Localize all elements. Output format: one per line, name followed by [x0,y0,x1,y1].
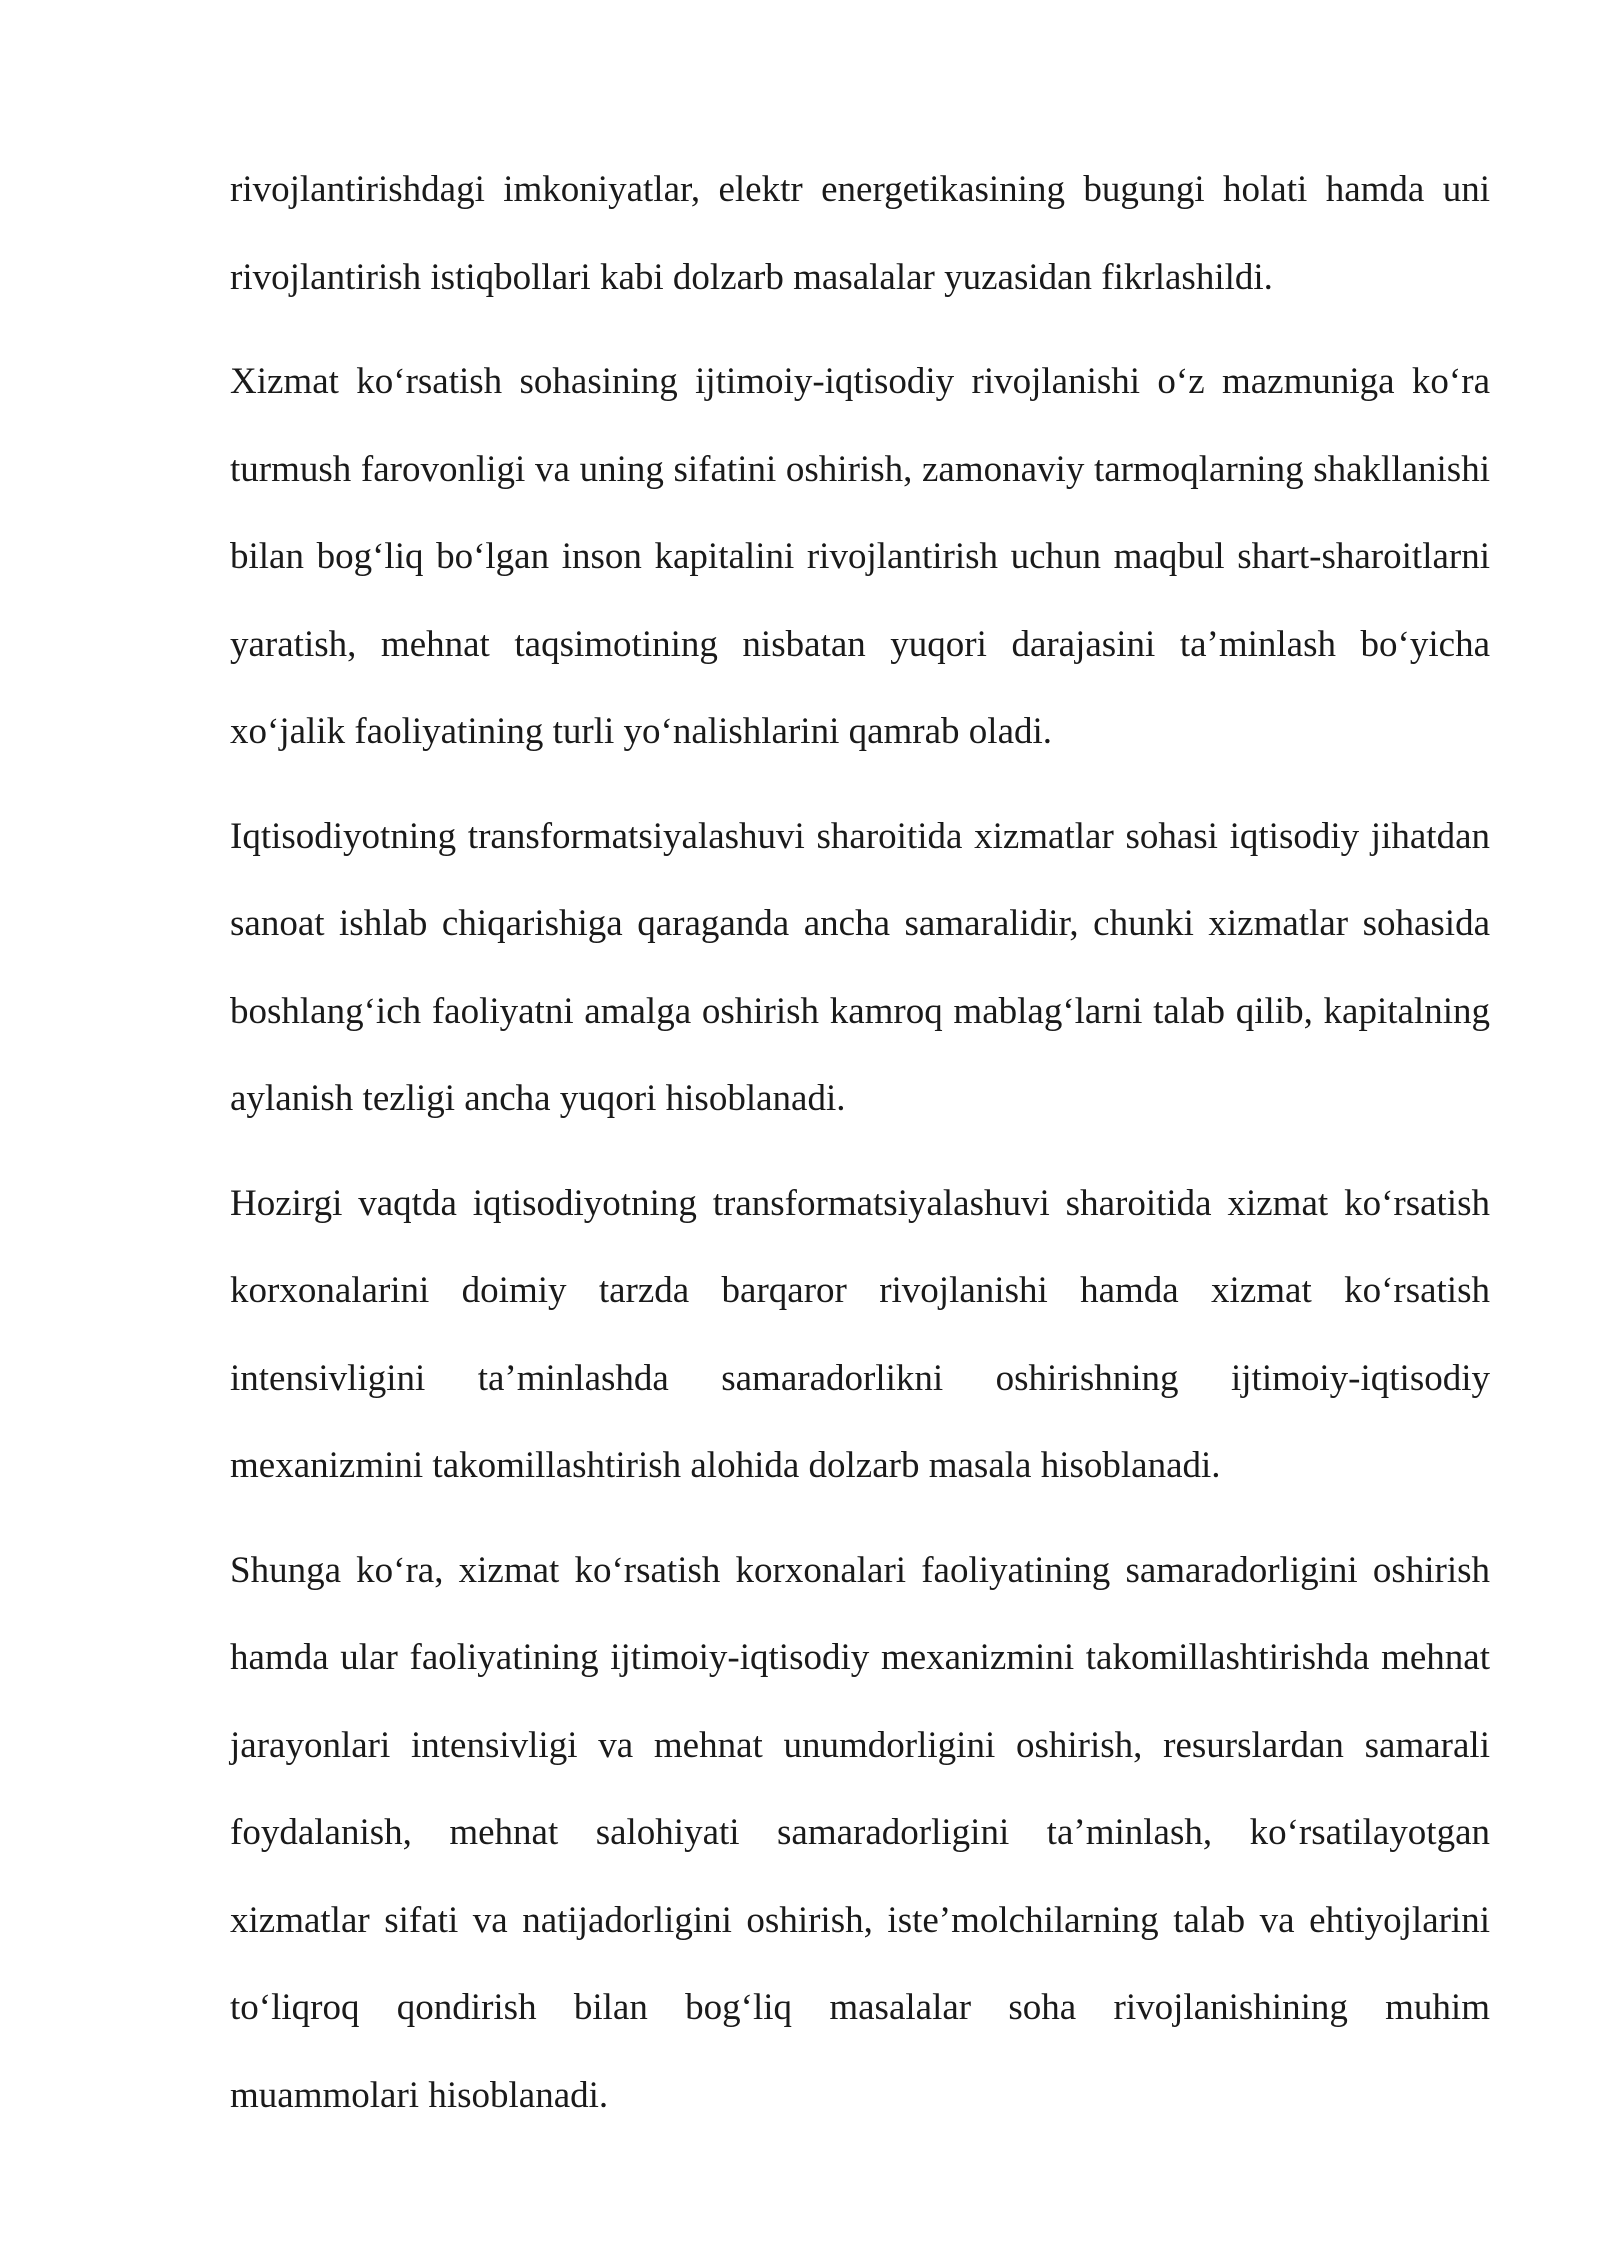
document-body [230,146,1490,2139]
paragraph: Xizmat ko‘rsatish sohasining ijtimoiy-iqtisodiy rivojlanishi o‘z mazmuniga ko‘ra turmush farovonligi va uning sifatini oshirish, zamonaviy tarmoqlarning shakllanishi bilan bog‘liq bo‘lgan inson kapitalini rivojlantirish uchun maqbul shart-sharoitlarni yaratish, mehnat taqsimotining nisbatan yuqori darajasini ta’minlash bo‘yicha xo‘jalik faoliyatining turli yo‘nalishlarini qamrab oladi. [230,361,1490,752]
paragraph: Shunga ko‘ra, xizmat ko‘rsatish korxonalari faoliyatining samaradorligini oshirish hamda ular faoliyatining ijtimoiy-iqtisodiy mexanizmini takomillashtirishda mehnat jarayonlari intensivligi va mehnat unumdorligini oshirish, resurslardan samarali foydalanish, mehnat salohiyati samaradorligini ta’minlash, ko‘rsatilayotgan xizmatlar sifati va natijadorligini oshirish, iste’molchilarning talab va ehtiyojlarini to‘liqroq qondirish bilan bog‘liq masalalar soha rivojlanishining muhim muammolari hisoblanadi. [230,1549,1490,2116]
paragraph: rivojlantirishdagi imkoniyatlar, elektr energetikasining bugungi holati hamda uni rivojlantirish istiqbollari kabi dolzarb masalalar yuzasidan fikrlashildi. [230,169,1490,298]
paragraph: Hozirgi vaqtda iqtisodiyotning transformatsiyalashuvi sharoitida xizmat ko‘rsatish korxonalarini doimiy tarzda barqaror rivojlanishi hamda xizmat ko‘rsatish intensivligini ta’minlashda samaradorlikni oshirishning ijtimoiy-iqtisodiy mexanizmini takomillashtirish alohida dolzarb masala hisoblanadi. [230,1182,1490,1486]
paragraph: Iqtisodiyotning transformatsiyalashuvi sharoitida xizmatlar sohasi iqtisodiy jihatdan sanoat ishlab chiqarishiga qaraganda ancha samaralidir, chunki xizmatlar sohasida boshlang‘ich faoliyatni amalga oshirish kamroq mablag‘larni talab qilib, kapitalning aylanish tezligi ancha yuqori hisoblanadi. [230,815,1490,1119]
